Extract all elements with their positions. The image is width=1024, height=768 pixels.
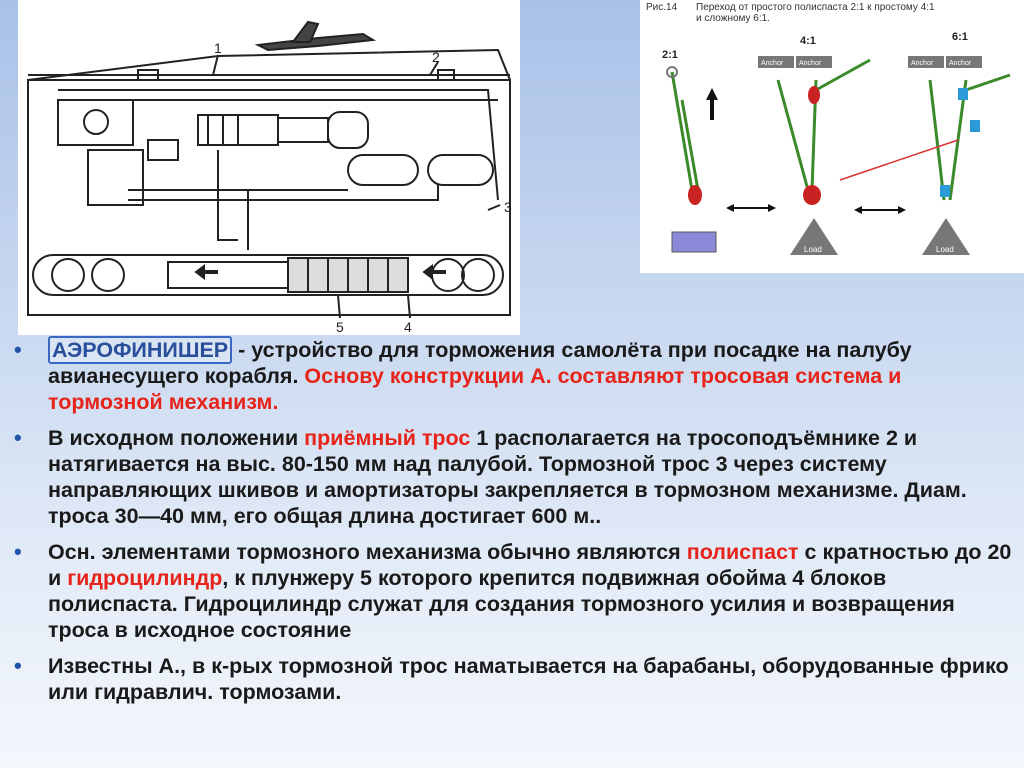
bullet-item-2: [12, 425, 1012, 529]
bullet-item-3: [12, 539, 1012, 643]
bullet-item-1: [12, 337, 1012, 415]
bullet-red-text: гидроцилиндр: [67, 566, 223, 590]
bullet-red-text: полиспаст: [686, 540, 799, 564]
ratio-2-1: 2:1: [662, 49, 678, 61]
bullet-text: с кратностью до 20 и: [48, 540, 1012, 590]
bullet-text: Осн. элементами тормозного механизма обычно являются: [48, 540, 687, 564]
bullet-dot: •: [14, 337, 22, 362]
bullet-item-4: [12, 653, 1012, 705]
arresting-gear-diagram: [18, 0, 520, 335]
bullet-dot: •: [14, 425, 22, 450]
fig-caption: [696, 2, 1016, 24]
ratio-4-1: 4:1: [800, 35, 816, 47]
bullet-text: - устройство для торможения самолёта при посадке на палубу авианесущего корабля.: [48, 338, 912, 388]
fig-caption-line2: и сложному 6:1.: [696, 13, 770, 24]
pulley-drawing: [640, 0, 1024, 273]
bullet-red-text: приёмный трос: [304, 426, 471, 450]
callout-2: 2: [432, 49, 440, 65]
bullet-list: [12, 337, 1012, 715]
load-label-1: Load: [804, 245, 822, 254]
callout-5: 5: [336, 319, 344, 335]
fig-label: Рис.14: [646, 2, 678, 13]
bullet-text: 1 располагается на тросоподъёмнике 2 и натягивается на выс. 80-150 мм над палубой. Тормозной трос 3 через систему направляющих шкивов и амортизаторы закрепляется в тормозном механизме. Диам. троса 30—40 мм, его общая длина достигает 600 м..: [48, 426, 967, 528]
bullet-dot: •: [14, 653, 22, 678]
bullet-text: В исходном положении: [48, 426, 305, 450]
ratio-6-1: 6:1: [952, 31, 968, 43]
bullet-red-text: Основу конструкции А. составляют тросовая система и тормозной механизм.: [48, 364, 902, 414]
pulley-diagram: [640, 0, 1024, 273]
load-label-2: Load: [936, 245, 954, 254]
fig-caption-line1: Переход от простого полиспаста 2:1 к простому 4:1: [696, 2, 935, 13]
anchor-label-3: Anchor: [911, 60, 934, 67]
anchor-label-1: Anchor: [761, 60, 784, 67]
bullet-text: Известны А., в к-рых тормозной трос наматывается на барабаны, оборудованные фрико или гидравлич. тормозами.: [48, 654, 1009, 704]
anchor-label-2: Anchor: [799, 60, 822, 67]
bullet-text: , к плунжеру 5 которого крепится подвижная обойма 4 блоков полиспаста. Гидроцилиндр служат для создания тормозного усилия и возвращения троса в исходное состояние: [48, 566, 955, 642]
callout-3: 3: [504, 199, 512, 215]
bullet-dot: •: [14, 539, 22, 564]
anchor-label-4: Anchor: [949, 60, 972, 67]
callout-4: 4: [404, 319, 412, 335]
term-highlight: АЭРОФИНИШЕР: [48, 336, 232, 364]
arresting-gear-drawing: [18, 0, 520, 335]
callout-1: 1: [214, 40, 222, 56]
